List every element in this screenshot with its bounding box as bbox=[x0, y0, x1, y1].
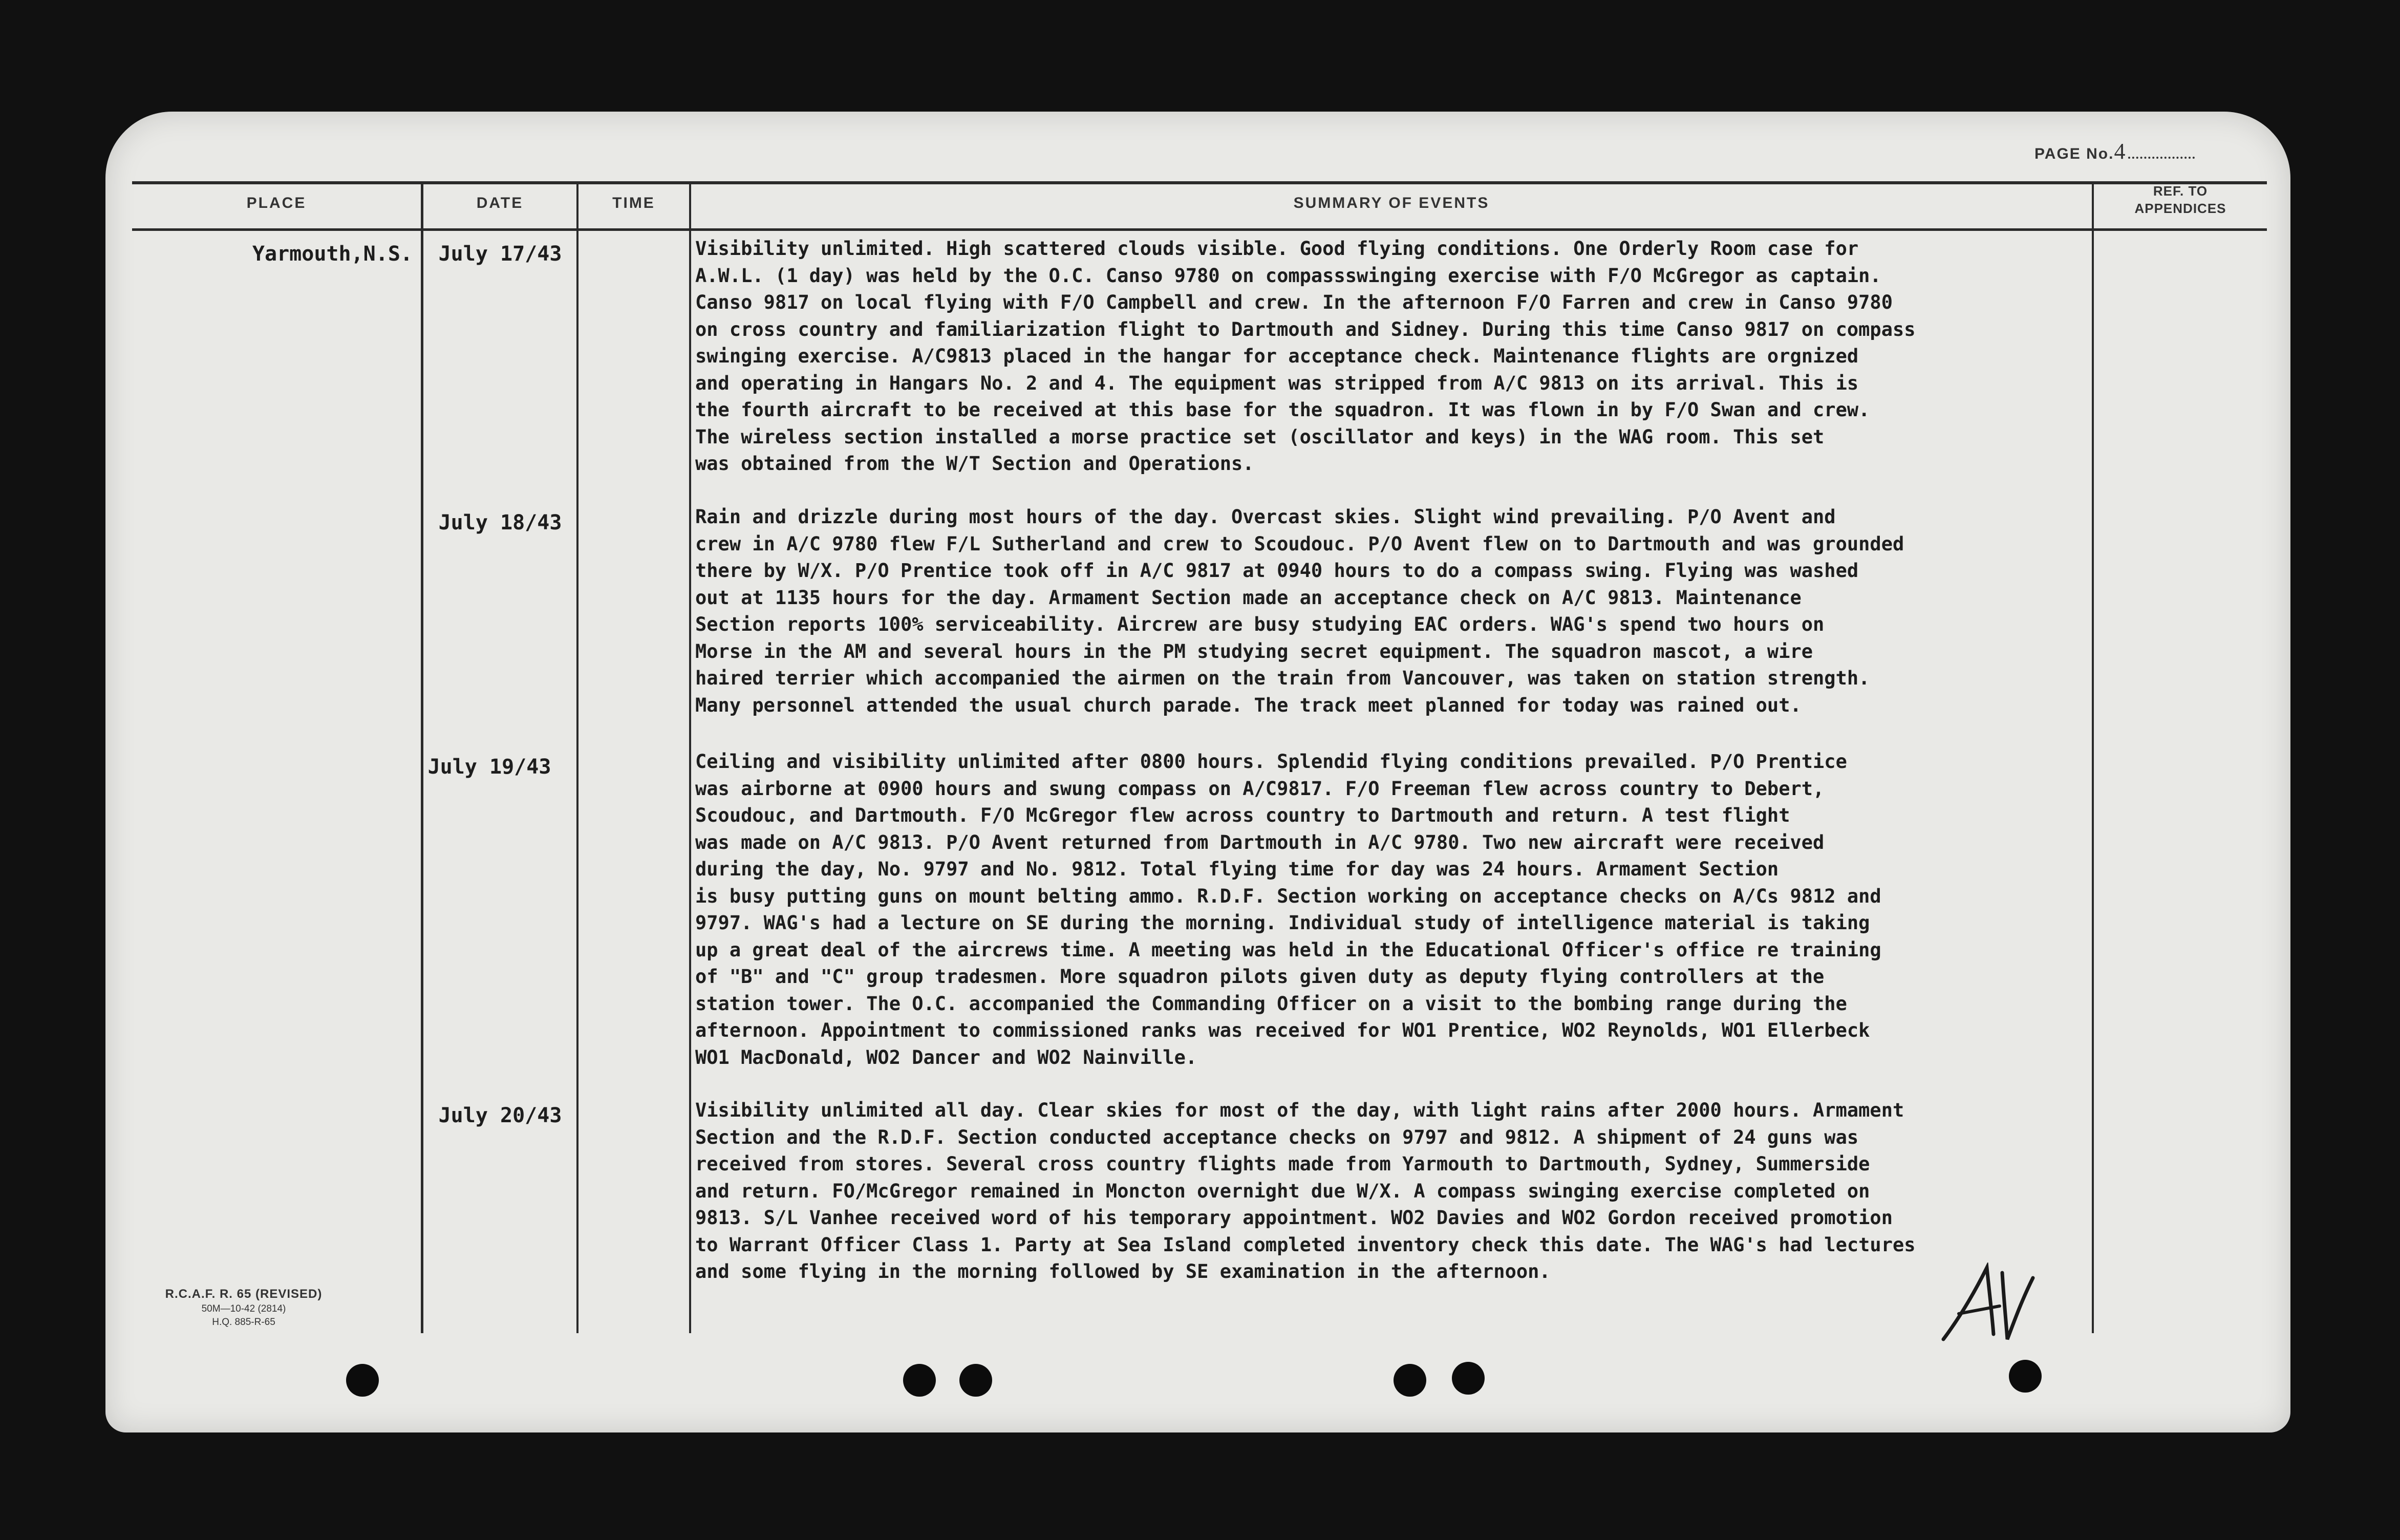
summary-column-divider bbox=[689, 181, 691, 1333]
form-number-block bbox=[136, 1287, 351, 1328]
diary-form-card bbox=[105, 112, 2290, 1432]
entry-date-4: July 20/43 bbox=[438, 1104, 562, 1127]
page-number bbox=[2034, 138, 2195, 164]
ref-header-line1: REF. TO bbox=[2153, 183, 2208, 199]
ref-header-line2: APPENDICES bbox=[2134, 201, 2226, 216]
page-number-value: 4 bbox=[2114, 139, 2127, 164]
place-value: Yarmouth,N.S. bbox=[252, 242, 413, 266]
punch-hole bbox=[1452, 1362, 1485, 1395]
punch-hole bbox=[346, 1364, 379, 1397]
header-top-rule bbox=[132, 181, 2267, 184]
time-column-divider bbox=[576, 181, 578, 1333]
entry-date-3: July 19/43 bbox=[427, 755, 551, 779]
entry-summary-1: Visibility unlimited. High scattered clouds visible. Good flying conditions. One Orderly Room case for A.W.L. (1 day) was held by the O.C. Canso 9780 on compassswinging exercise with F/O McGregor as captain. Canso 9817 on local flying with F/O Campbell and crew. In the afternoon F/O Farren and crew in Canso 9780 on cross country and familiarization flight to Dartmouth and Sidney. During this time Canso 9817 on compass swinging exercise. A/C9813 placed in the hangar for acceptance check. Maintenance flights are orgnized and operating in Hangars No. 2 and 4. The equipment was stripped from A/C 9813 on its arrival. This is the fourth aircraft to be received at this base for the squadron. It was flown in by F/O Swan and crew. The wireless section installed a morse practice set (oscillator and keys) in the WAG room. This set was obtained from the W/T Section and Operations. bbox=[695, 238, 1916, 475]
punch-hole bbox=[903, 1364, 936, 1397]
form-number-line2: 50M—10-42 (2814) bbox=[201, 1303, 286, 1314]
handwritten-signature-icon bbox=[1938, 1263, 2041, 1350]
page-number-label: PAGE No. bbox=[2034, 145, 2114, 162]
entry-date-1: July 17/43 bbox=[438, 242, 562, 266]
punch-hole bbox=[2009, 1360, 2042, 1393]
page-number-dotted-line bbox=[2128, 157, 2195, 159]
date-column-header: DATE bbox=[476, 195, 524, 211]
summary-column-header: SUMMARY OF EVENTS bbox=[1293, 195, 1490, 211]
entry-date-2: July 18/43 bbox=[438, 511, 562, 534]
entry-summary-2: Rain and drizzle during most hours of the day. Overcast skies. Slight wind prevailing. P/O Avent and crew in A/C 9780 flew F/L Sutherland and crew to Scoudouc. P/O Avent flew on to Dartmouth and was grounded there by W/X. P/O Prentice took off in A/C 9817 at 0940 hours to do a compass swing. Flying was washed out at 1135 hours for the day. Armament Section made an acceptance check on A/C 9813. Maintenance Section reports 100% serviceability. Aircrew are busy studying EAC orders. WAG's spend two hours on Morse in the AM and several hours in the PM studying secret equipment. The squadron mascot, a wire haired terrier which accompanied the airmen on the train from Vancouver, was taken on station strength. Many personnel attended the usual church parade. The track meet planned for today was rained out. bbox=[695, 506, 1904, 716]
entry-summary-3: Ceiling and visibility unlimited after 0800 hours. Splendid flying conditions prevailed. P/O Prentice was airborne at 0900 hours and swung compass on A/C9817. F/O Freeman flew across country to Debert, Scoudouc, and Dartmouth. F/O McGregor flew across country to Dartmouth and return. A test flight was made on A/C 9813. P/O Avent returned from Dartmouth in A/C 9780. Two new aircraft were received during the day, No. 9797 and No. 9812. Total flying time for day was 24 hours. Armament Section is busy putting guns on mount belting ammo. R.D.F. Section working on acceptance checks on A/Cs 9812 and 9797. WAG's had a lecture on SE during the morning. Individual study of intelligence material is taking up a great deal of the aircrews time. A meeting was held in the Educational Officer's office re training of "B" and "C" group tradesmen. More squadron pilots given duty as deputy flying controllers at the station tower. The O.C. accompanied the Commanding Officer on a visit to the bombing range during the afternoon. Appointment to commissioned ranks was received for WO1 Prentice, WO2 Reynolds, WO1 Ellerbeck WO1 MacDonald, WO2 Dancer and WO2 Nainville. bbox=[695, 751, 1881, 1068]
form-number-line3: H.Q. 885-R-65 bbox=[212, 1317, 275, 1328]
header-bottom-rule bbox=[132, 228, 2267, 231]
place-column-header: PLACE bbox=[246, 195, 307, 211]
ref-appendices-column-header bbox=[2094, 182, 2267, 217]
punch-hole bbox=[1394, 1364, 1426, 1397]
form-number-line1: R.C.A.F. R. 65 (REVISED) bbox=[165, 1287, 323, 1301]
entry-summary-4: Visibility unlimited all day. Clear skies for most of the day, with light rains after 2000 hours. Armament Section and the R.D.F. Section conducted acceptance checks on 9797 and 9812. A shipment of 24 guns was received from stores. Several cross country flights made from Yarmouth to Dartmouth, Sydney, Summerside and return. FO/McGregor remained in Moncton overnight due W/X. A compass swinging exercise completed on 9813. S/L Vanhee received word of his temporary appointment. WO2 Davies and WO2 Gordon received promotion to Warrant Officer Class 1. Party at Sea Island completed inventory check this date. The WAG's had lectures and some flying in the morning followed by SE examination in the afternoon. bbox=[695, 1099, 1916, 1282]
punch-hole bbox=[959, 1364, 992, 1397]
time-column-header: TIME bbox=[612, 195, 655, 211]
